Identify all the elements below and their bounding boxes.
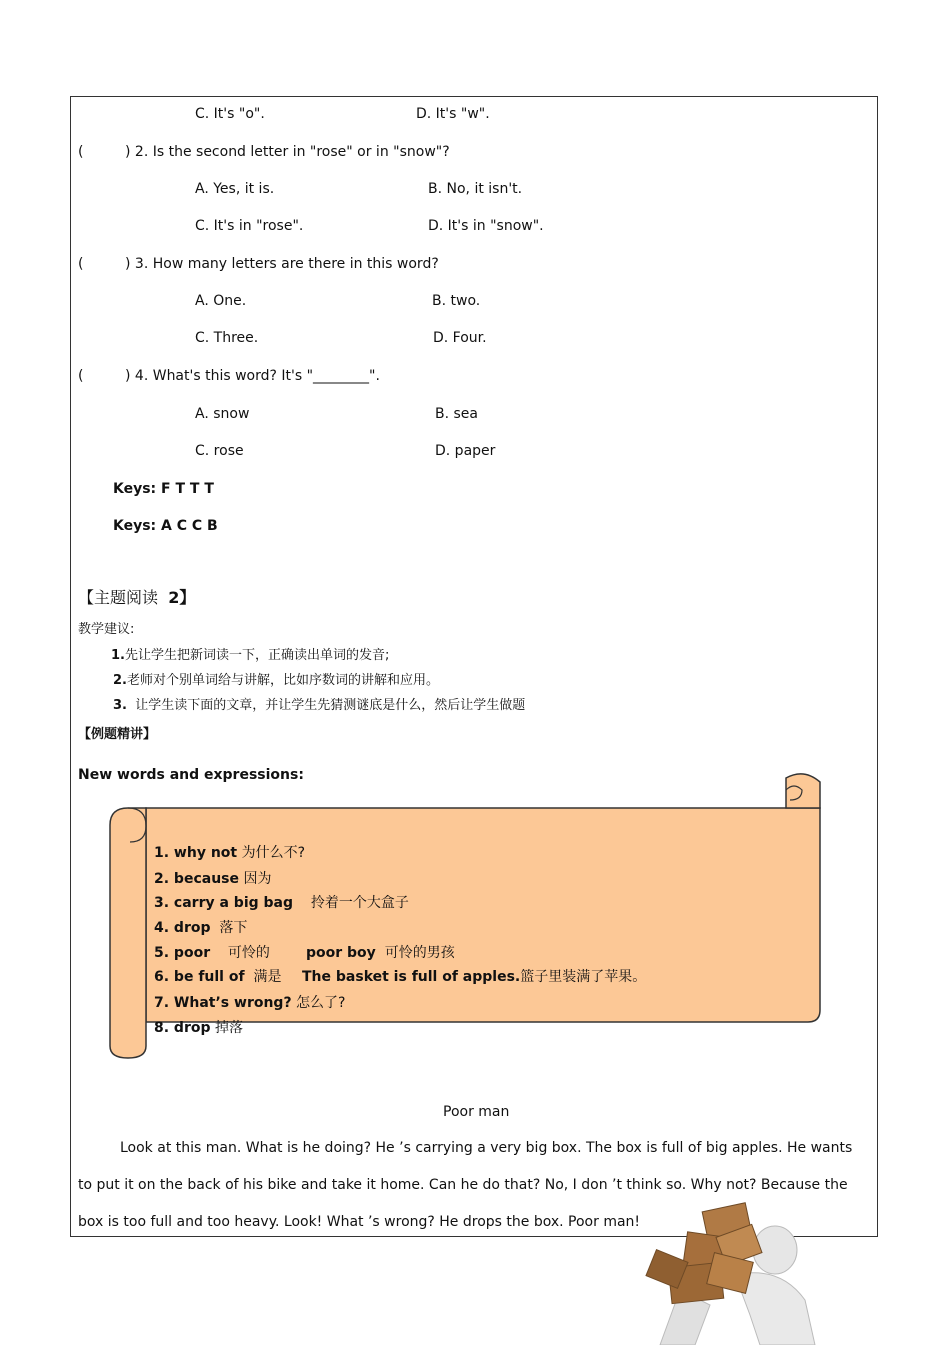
q2-question: ) 2. Is the second letter in "rose" or in "snow"? (125, 144, 450, 160)
example-label: 【例题精讲】 (78, 727, 157, 742)
q3-option-a: A. One. (195, 293, 247, 309)
vocab-item-6-example: The basket is full of apples.篮子里装满了苹果。 (302, 969, 647, 985)
q1-option-c: C. It's "o". (195, 106, 265, 122)
vocab-item-7: 7. What’s wrong? 怎么了? (154, 995, 346, 1011)
vocab-item-4: 4. drop 落下 (154, 920, 248, 936)
q2-option-d: D. It's in "snow". (428, 218, 544, 234)
q4-option-a: A. snow (195, 406, 250, 422)
vocab-item-3: 3. carry a big bag 拎着一个大盒子 (154, 895, 409, 911)
q4-option-c: C. rose (195, 443, 244, 459)
advice-item-3: 3. 让学生读下面的文章，并让学生先猜测谜底是什么，然后让学生做题 (113, 698, 526, 713)
advice-label: 教学建议: (78, 622, 135, 637)
vocab-item-8: 8. drop 掉落 (154, 1020, 243, 1036)
q4-answer-paren: ( (78, 368, 84, 384)
answer-keys-2: Keys: A C C B (113, 518, 218, 534)
vocab-item-5-example: poor boy 可怜的男孩 (306, 945, 455, 961)
new-words-label: New words and expressions: (78, 767, 304, 783)
q2-option-a: A. Yes, it is. (195, 181, 275, 197)
q4-option-d: D. paper (435, 443, 496, 459)
q2-answer-paren: ( (78, 144, 84, 160)
section-title: 【主题阅读 2】 (78, 588, 196, 607)
q3-option-c: C. Three. (195, 330, 259, 346)
vocab-item-1: 1. why not 为什么不? (154, 845, 306, 861)
q3-answer-paren: ( (78, 256, 84, 272)
q2-option-c: C. It's in "rose". (195, 218, 304, 234)
story-text: Look at this man. What is he doing? He ’s carrying a very big box. The box is full of big apples. He wants to put it on the back of his bike and take it home. Can he do that? No, I don ’t think so. Why not? Because the box is too full and too heavy. Look! What ’s wrong? He drops the box. Poor man! (78, 1140, 853, 1230)
q3-option-b: B. two. (432, 293, 481, 309)
q2-option-b: B. No, it isn't. (428, 181, 523, 197)
vocab-item-6: 6. be full of 满是 (154, 969, 282, 985)
vocab-item-2: 2. because 因为 (154, 871, 272, 887)
vocab-item-5: 5. poor 可怜的 (154, 945, 270, 961)
advice-item-1: 1.先让学生把新词读一下，正确读出单词的发音; (111, 648, 390, 663)
q3-option-d: D. Four. (433, 330, 487, 346)
q3-question: ) 3. How many letters are there in this word? (125, 256, 439, 272)
man-carrying-boxes-illustration (640, 1195, 830, 1345)
story-title: Poor man (443, 1104, 510, 1120)
q4-question: ) 4. What's this word? It's "________". (125, 368, 380, 384)
answer-keys-1: Keys: F T T T (113, 481, 214, 497)
advice-item-2: 2.老师对个别单词给与讲解，比如序数词的讲解和应用。 (113, 673, 439, 688)
q4-option-b: B. sea (435, 406, 478, 422)
q1-option-d: D. It's "w". (416, 106, 490, 122)
